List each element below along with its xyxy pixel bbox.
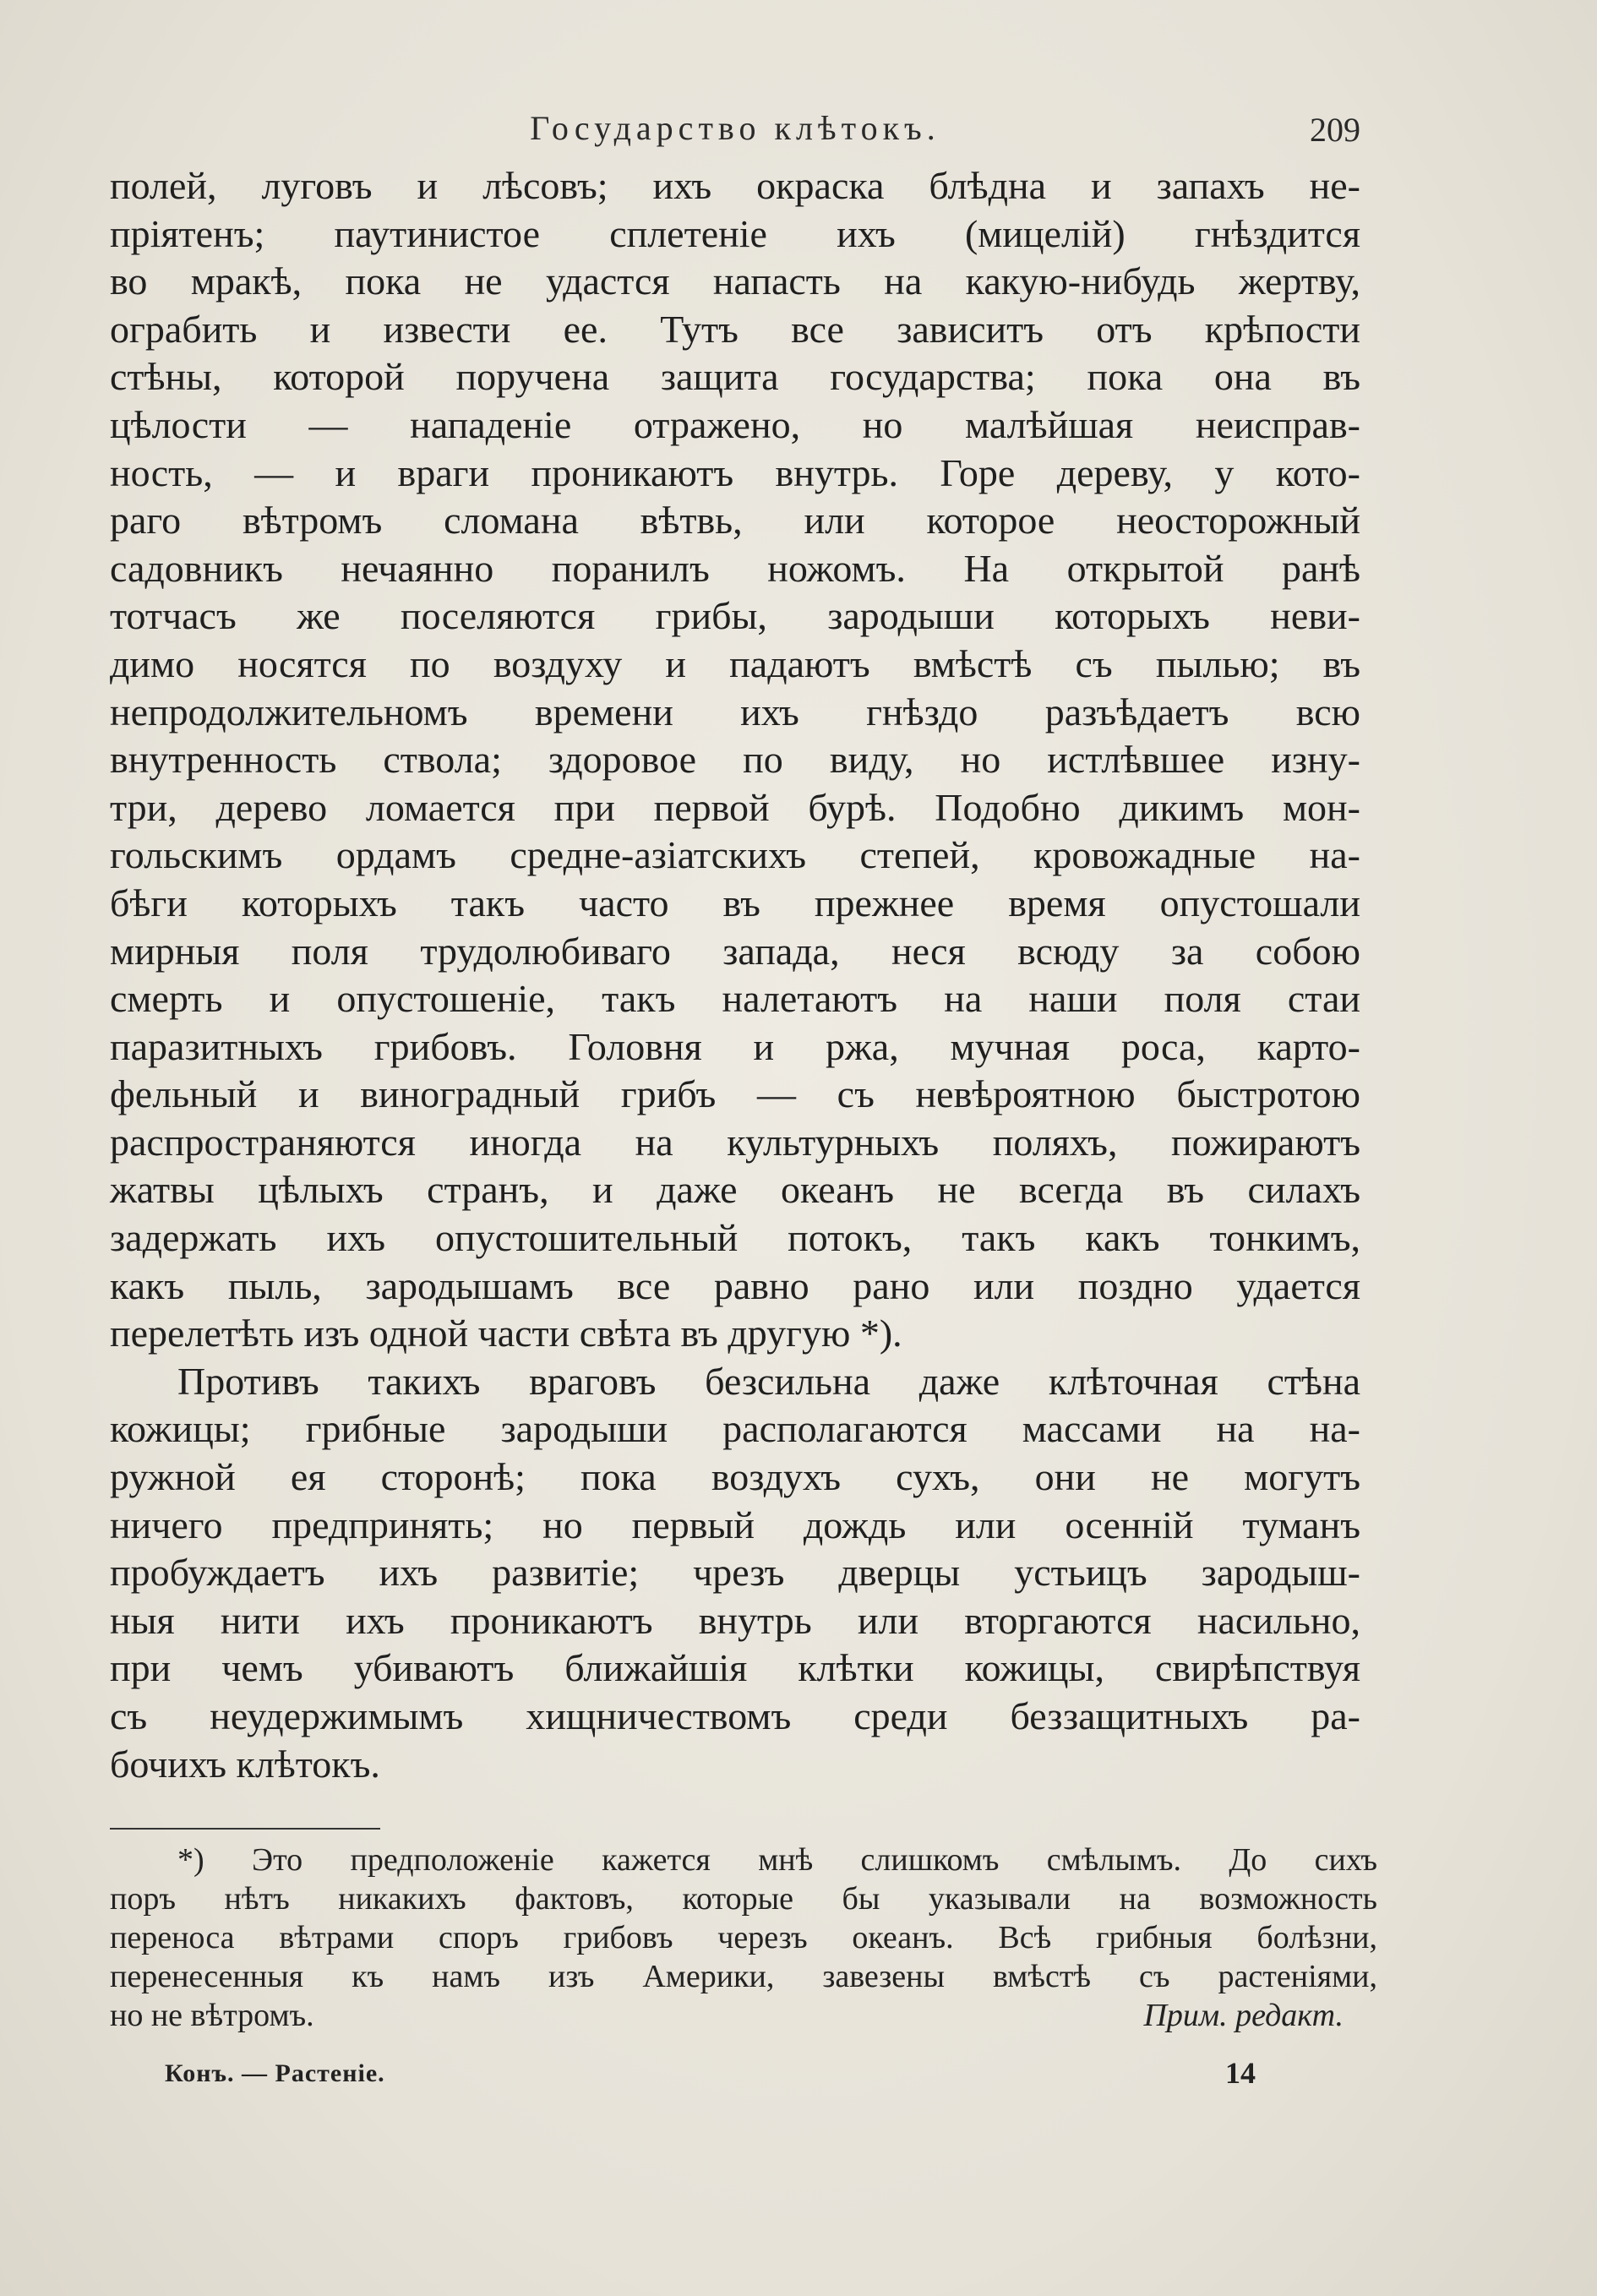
footnote-last-line [110, 1996, 1377, 2035]
text-line: мирныя поля трудолюбиваго запада, неся всюду за собою [110, 929, 1360, 973]
text-line: пробуждаетъ ихъ развитіе; чрезъ дверцы устьицъ зародыш- [110, 1551, 1360, 1595]
text-line: во мракѣ, пока не удастся напасть на какую-нибудь жертву, [110, 259, 1360, 303]
text-line: какъ пыль, зародышамъ все равно рано или поздно удается [110, 1263, 1360, 1307]
footnote [110, 1841, 1377, 2035]
text-line: при чемъ убиваютъ ближайшія клѣтки кожицы, свирѣпствуя [110, 1646, 1360, 1690]
text-line: гольскимъ ордамъ средне-азіатскихъ степей, кровожадные на- [110, 833, 1360, 877]
page-header [110, 100, 1360, 159]
text-line: перелетѣть изъ одной части свѣта въ другую *). [110, 1312, 902, 1355]
page-number: 209 [1310, 111, 1360, 149]
footnote-line-text: но не вѣтромъ. [110, 1998, 314, 2033]
text-line: цѣлости — нападеніе отражено, но малѣйшая неисправ- [110, 402, 1360, 446]
body-text [110, 162, 1360, 1788]
text-line: ничего предпринять; но первый дождь или осенній туманъ [110, 1502, 1360, 1546]
text-line: бѣги которыхъ такъ часто въ прежнее время опустошали [110, 881, 1360, 924]
text-line: раго вѣтромъ сломана вѣтвь, или которое неосторожный [110, 499, 1360, 543]
page-footer [165, 2055, 1263, 2097]
text-line: три, дерево ломается при первой бурѣ. Подобно дикимъ мон- [110, 785, 1360, 829]
text-line: съ неудержимымъ хищничествомъ среди беззащитныхъ ра- [110, 1694, 1360, 1737]
text-line: фельный и виноградный грибъ — съ невѣроятною быстротою [110, 1072, 1360, 1116]
text-line: ограбить и извести ее. Тутъ все зависитъ отъ крѣпости [110, 307, 1360, 351]
text-line: внутренность ствола; здоровое по виду, но истлѣвшее изну- [110, 738, 1360, 782]
text-line: паразитныхъ грибовъ. Головня и ржа, мучная роса, карто- [110, 1024, 1360, 1068]
footnote-divider [110, 1828, 380, 1830]
text-line: жатвы цѣлыхъ странъ, и даже океанъ не всегда въ силахъ [110, 1168, 1360, 1212]
text-line: димо носятся по воздуху и падаютъ вмѣстѣ съ пылью; въ [110, 641, 1360, 685]
footnote-line: перенесенныя къ намъ изъ Америки, завезены вмѣстѣ съ растеніями, [110, 1959, 1377, 1994]
text-line: садовникъ нечаянно поранилъ ножомъ. На открытой ранѣ [110, 546, 1360, 590]
text-line: Противъ такихъ враговъ безсильна даже клѣточная стѣна [177, 1359, 1360, 1403]
text-line: смерть и опустошеніе, такъ налетаютъ на наши поля стаи [110, 977, 1360, 1021]
footnote-line: поръ нѣтъ никакихъ фактовъ, которые бы указывали на возможность [110, 1881, 1377, 1917]
text-line: ныя нити ихъ проникаютъ внутрь или вторгаются насильно, [110, 1598, 1360, 1642]
running-title: Государство клѣтокъ. [530, 109, 940, 147]
text-line: бочихъ клѣтокъ. [110, 1742, 380, 1786]
text-line: ность, — и враги проникаютъ внутрь. Горе дереву, у кото- [110, 450, 1360, 494]
text-line: ружной ея сторонѣ; пока воздухъ сухъ, они не могутъ [110, 1455, 1360, 1499]
text-line: кожицы; грибные зародыши располагаются массами на на- [110, 1407, 1360, 1451]
text-line: распространяются иногда на культурныхъ поляхъ, пожираютъ [110, 1120, 1360, 1164]
text-line: стѣны, которой поручена защита государства; пока она въ [110, 355, 1360, 399]
footnote-line: *) Это предположеніе кажется мнѣ слишкомъ смѣлымъ. До сихъ [177, 1842, 1377, 1878]
text-line: пріятенъ; паутинистое сплетеніе ихъ (мицелій) гнѣздится [110, 211, 1360, 255]
printer-signature: Конъ. — Растеніе. [165, 2059, 385, 2087]
footnote-line: переноса вѣтрами споръ грибовъ черезъ океанъ. Всѣ грибныя болѣзни, [110, 1920, 1377, 1955]
editor-note: Прим. редакт. [1143, 1998, 1344, 2033]
text-line: непродолжительномъ времени ихъ гнѣздо разъѣдаетъ всю [110, 690, 1360, 734]
text-line: тотчасъ же поселяются грибы, зародыши которыхъ неви- [110, 594, 1360, 638]
sheet-number: 14 [1225, 2056, 1256, 2090]
text-line: полей, луговъ и лѣсовъ; ихъ окраска блѣдна и запахъ не- [110, 164, 1360, 207]
text-line: задержать ихъ опустошительный потокъ, такъ какъ тонкимъ, [110, 1216, 1360, 1260]
